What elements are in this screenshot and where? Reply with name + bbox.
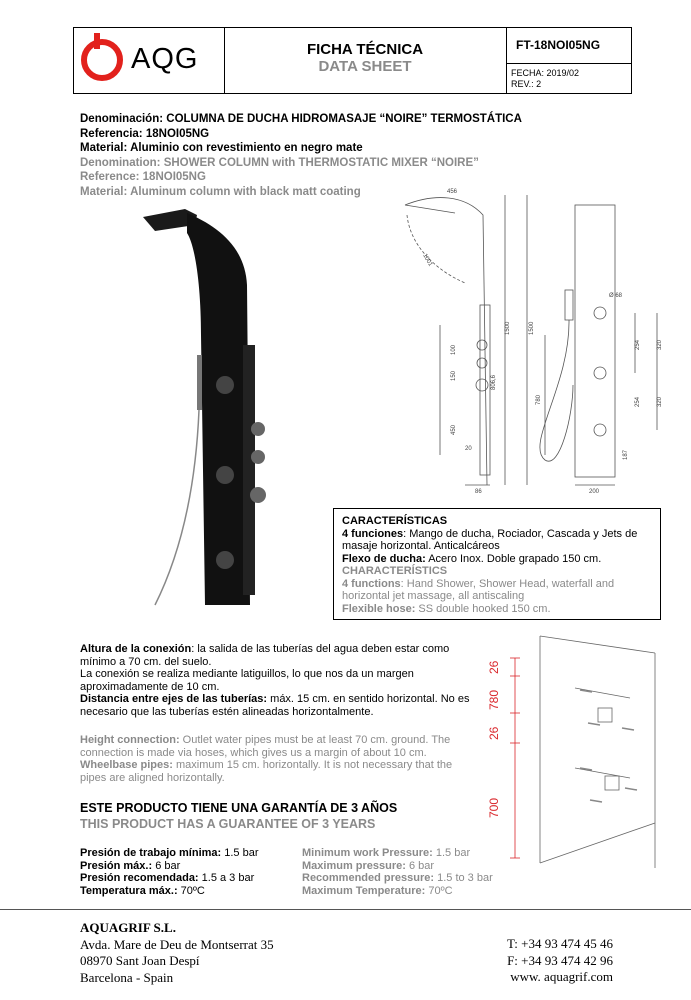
dim-780-front: 780 — [536, 394, 542, 405]
technical-drawing — [395, 185, 675, 500]
dim-1001: 1001 — [421, 253, 434, 268]
guarantee-en: THIS PRODUCT HAS A GUARANTEE OF 3 YEARS — [80, 817, 376, 831]
footer-address: AQUAGRIF S.L. Avda. Mare de Deu de Montserrat 35 08970 Sant Joan Despí Barcelona - Spain — [80, 920, 274, 985]
spec-en-row: Minimum work Pressure: 1.5 bar — [302, 847, 471, 859]
wall-plug-icon — [580, 690, 637, 802]
product-photo — [135, 205, 275, 625]
features-hose-en: Flexible hose: SS double hooked 150 cm. — [342, 602, 551, 615]
hose-icon — [155, 410, 199, 605]
doc-subtitle: DATA SHEET — [318, 58, 412, 75]
dim-254b: 254 — [635, 396, 641, 407]
spec-en-row: Maximum pressure: 6 bar — [302, 859, 435, 872]
spec-es-row: Presión de trabajo mínima: 1.5 bar — [80, 847, 259, 859]
fax: F: +34 93 474 42 96 — [507, 952, 613, 968]
connection-en: Height connection: Outlet water pipes must be at least 70 cm. ground. The connection is made via hoses, which gives us a margin of about 10 cm. Wheelbase pipes: maximum 15 cm. horizontally. It is not necessary that the pipes are aligned horizontally. — [80, 734, 453, 784]
spec-es-row: Presión máx.: 6 bar — [80, 859, 181, 872]
spec-en-row: Recommended pressure: 1.5 to 3 bar — [302, 872, 493, 884]
footer-contact — [507, 936, 613, 986]
features-funcs-es: 4 funciones: Mango de ducha, Rociador, Cascada y Jets de masaje horizontal. Anticalcáreos — [342, 527, 638, 552]
dim-1500-front: 1500 — [529, 321, 535, 335]
spec-en-row: Maximum Temperature: 70ºC — [302, 884, 453, 897]
doc-code: FT-18NOI05NG — [506, 28, 631, 64]
doc-title: FICHA TÉCNICA — [306, 41, 424, 58]
features-funcs-en: 4 functions: Hand Shower, Shower Head, waterfall and horizontal jet massage, all antiscaling — [342, 577, 615, 602]
doc-rev: REV.: 2 — [511, 79, 542, 89]
logo-ring-icon — [81, 39, 123, 81]
connection-es: Altura de la conexión: la salida de las tuberías del agua deben estar como mínimo a 70 cm. del suelo. La conexión se realiza mediante latiguillos, lo que nos da un margen aproximadamente de 10 cm. Distancia entre ejes de las tuberías: máx. 15 cm. en sentido horizontal. No es necesario que las tuberías estén alineadas horizontalmente. — [80, 643, 470, 718]
denominacion-line: Denominación: COLUMNA DE DUCHA HIDROMASAJE “NOIRE” TERMOSTÁTICA — [80, 113, 522, 125]
dim-254a: 254 — [635, 339, 641, 350]
footer-divider — [0, 909, 691, 910]
logo-bar-icon — [94, 33, 100, 49]
spec-es-row: Temperatura máx.: 70ºC — [80, 884, 205, 897]
install-dim-780: 780 — [487, 689, 501, 710]
specs-en — [302, 847, 493, 897]
dim-320a: 320 — [657, 339, 663, 350]
features-title-es: CARACTERÍSTICAS — [342, 515, 448, 527]
dim-20: 20 — [465, 446, 472, 452]
material-line: Material: Aluminio con revestimiento en negro mate — [80, 142, 363, 154]
specs-es — [80, 847, 259, 897]
material-en-line: Material: Aluminum column with black matt coating — [80, 185, 361, 198]
install-dim-26b: 26 — [487, 726, 501, 740]
website-link[interactable]: www. aquagrif.com — [510, 969, 613, 984]
dim-150: 150 — [451, 370, 457, 381]
dim-1500-side: 1500 — [505, 321, 511, 335]
dim-806: 806,6 — [491, 374, 497, 390]
doc-date: FECHA: 2019/02 — [511, 68, 580, 78]
dim-100: 100 — [451, 344, 457, 355]
dim-456: 456 — [447, 189, 458, 195]
company-name: AQUAGRIF S.L. — [80, 920, 176, 935]
phone: T: +34 93 474 45 46 — [507, 936, 613, 951]
dim-68: Ø 68 — [609, 293, 623, 299]
dim-450: 450 — [451, 424, 457, 435]
reference-line: Reference: 18NOI05NG — [80, 171, 206, 183]
dim-320b: 320 — [657, 396, 663, 407]
logo — [74, 28, 225, 93]
hand-shower-icon — [197, 355, 202, 410]
dim-200: 200 — [589, 489, 600, 495]
spec-es-row: Presión recomendada: 1.5 a 3 bar — [80, 872, 255, 884]
features-hose-es: Flexo de ducha: Acero Inox. Doble grapado 150 cm. — [342, 552, 602, 565]
install-dim-26a: 26 — [487, 660, 501, 674]
installation-drawing — [480, 628, 680, 888]
denomination-line: Denomination: SHOWER COLUMN with THERMOSTATIC MIXER “NOIRE” — [80, 156, 479, 169]
logo-text: AQG — [131, 43, 199, 75]
header-table — [73, 27, 632, 94]
dim-86: 86 — [475, 489, 482, 495]
install-dim-700: 700 — [487, 797, 501, 818]
referencia-line: Referencia: 18NOI05NG — [80, 127, 210, 140]
dim-187: 187 — [623, 449, 629, 460]
guarantee-es: ESTE PRODUCTO TIENE UNA GARANTÍA DE 3 AÑOS — [80, 801, 398, 815]
features-title-en: CHARACTERÍSTICS — [342, 565, 448, 577]
column-body — [187, 213, 250, 605]
features-box — [333, 508, 661, 620]
